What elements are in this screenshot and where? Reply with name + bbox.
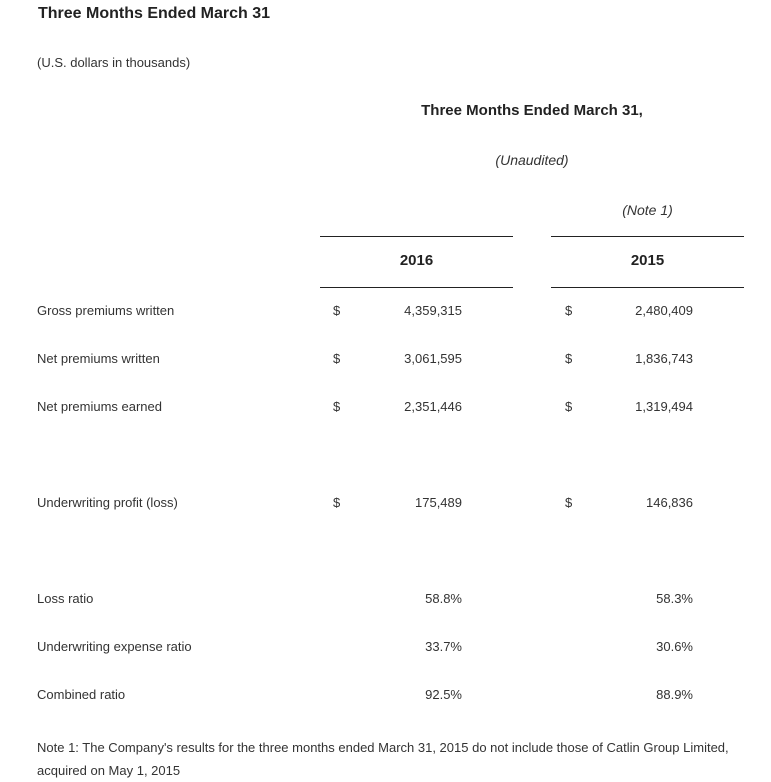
row-label: Net premiums earned: [37, 399, 162, 414]
currency-symbol: $: [565, 495, 573, 510]
row-label: Loss ratio: [37, 591, 94, 606]
value-2015: 2,480,409: [635, 303, 693, 318]
table-row: [0, 495, 771, 515]
value-2016: 3,061,595: [404, 351, 462, 366]
rule-2016-bottom: [320, 287, 513, 288]
audit-status: (Unaudited): [495, 152, 569, 168]
table-row: [0, 303, 771, 323]
period-header: Three Months Ended March 31,: [421, 102, 643, 119]
value-2016: 58.8%: [425, 591, 462, 606]
table-row: [0, 591, 771, 611]
row-label: Combined ratio: [37, 687, 126, 702]
year-2016: 2016: [399, 252, 434, 269]
value-2015: 1,836,743: [635, 351, 693, 366]
value-2015: 1,319,494: [635, 399, 693, 414]
row-label: Underwriting expense ratio: [37, 639, 192, 654]
row-label: Gross premiums written: [37, 303, 175, 318]
footnote: Note 1: The Company's results for the three months ended March 31, 2015 do not include those of Catlin Group Limited, acquired on May 1, 2015: [37, 740, 729, 778]
rule-2015-top: [551, 236, 744, 237]
value-2015: 88.9%: [656, 687, 693, 702]
currency-symbol: $: [333, 351, 341, 366]
note-reference: (Note 1): [622, 202, 673, 218]
value-2015: 30.6%: [656, 639, 693, 654]
value-2015: 146,836: [646, 495, 693, 510]
value-2016: 2,351,446: [404, 399, 462, 414]
table-row: [0, 639, 771, 659]
document-title: Three Months Ended March 31: [38, 5, 271, 22]
table-row: [0, 399, 771, 419]
currency-symbol: $: [565, 351, 573, 366]
currency-symbol: $: [333, 303, 341, 318]
value-2015: 58.3%: [656, 591, 693, 606]
currency-symbol: $: [565, 399, 573, 414]
value-2016: 175,489: [415, 495, 462, 510]
units-caption: (U.S. dollars in thousands): [37, 55, 191, 70]
value-2016: 4,359,315: [404, 303, 462, 318]
year-2015: 2015: [630, 252, 665, 269]
value-2016: 92.5%: [425, 687, 462, 702]
currency-symbol: $: [333, 399, 341, 414]
rule-2016-top: [320, 236, 513, 237]
table-row: [0, 687, 771, 707]
currency-symbol: $: [565, 303, 573, 318]
table-row: [0, 351, 771, 371]
value-2016: 33.7%: [425, 639, 462, 654]
currency-symbol: $: [333, 495, 341, 510]
row-label: Net premiums written: [37, 351, 160, 366]
row-label: Underwriting profit (loss): [37, 495, 178, 510]
rule-2015-bottom: [551, 287, 744, 288]
